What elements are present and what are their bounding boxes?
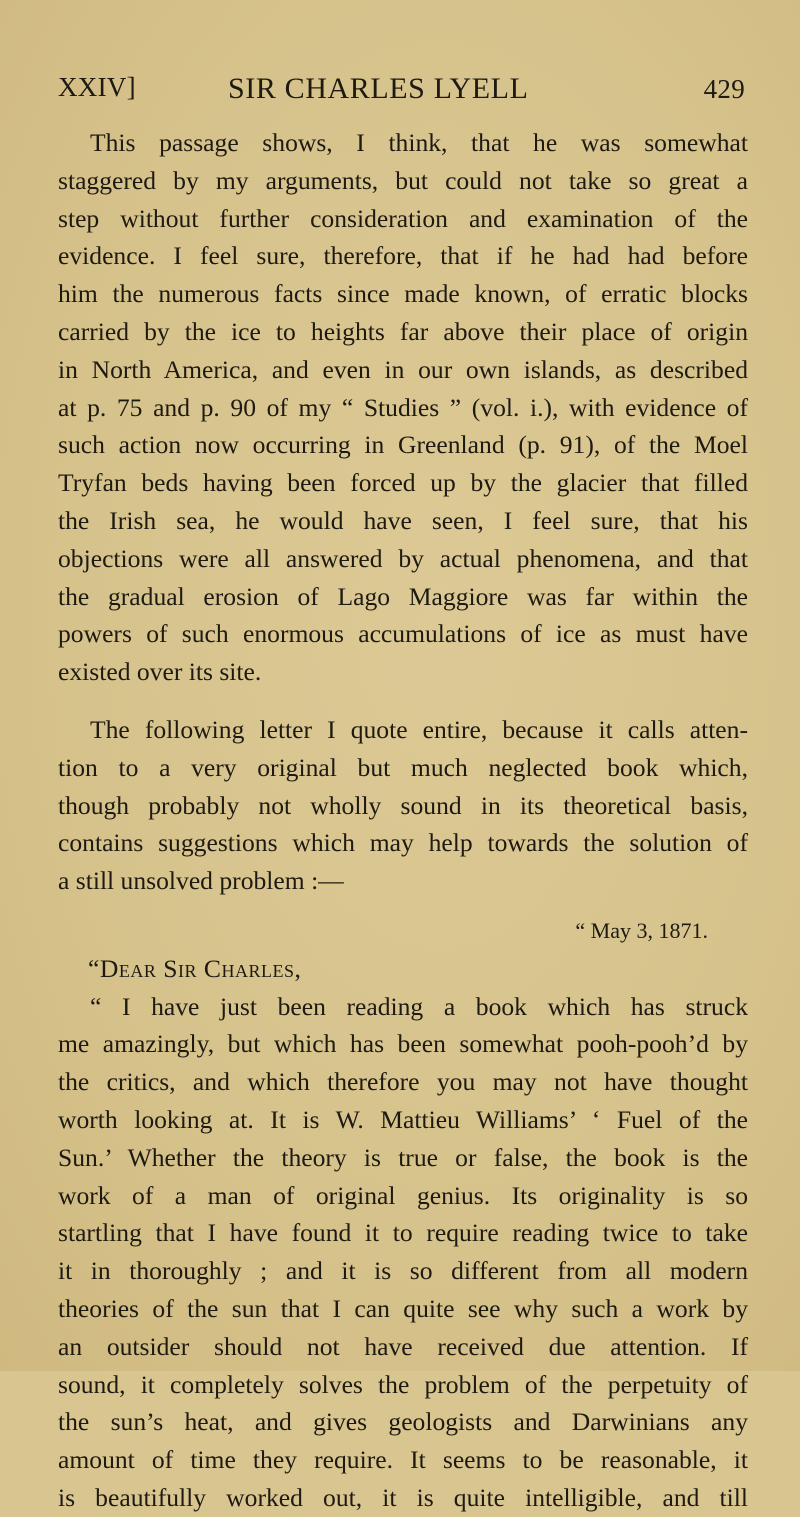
text-line: him the numerous facts since made known, of erratic blocks <box>58 279 748 309</box>
text-line: carried by the ice to heights far above their place of origin <box>58 316 748 346</box>
text-line: a still unsolved problem :— <box>58 866 344 896</box>
text-line: work of a man of original genius. Its originality is so <box>58 1180 748 1210</box>
running-title: SIR CHARLES LYELL <box>228 72 529 105</box>
paragraph-gap <box>58 900 748 912</box>
text-line: an outsider should not have received due attention. If <box>58 1331 748 1361</box>
text-line: step without further consideration and examination of the <box>58 203 748 233</box>
text-line: tion to a very original but much neglected book which, <box>58 752 748 782</box>
text-line: though probably not wholly sound in its theoretical basis, <box>58 790 748 820</box>
text-line: evidence. I feel sure, therefore, that if he had had before <box>58 241 748 271</box>
quoted-letter <box>58 912 748 1517</box>
running-header <box>58 72 745 112</box>
text-line: me amazingly, but which has been somewhat pooh-pooh’d by <box>58 1029 748 1059</box>
paragraph-2 <box>58 711 748 900</box>
text-line: objections were all answered by actual phenomena, and that <box>58 543 748 573</box>
text-line: the gradual erosion of Lago Maggiore was far within the <box>58 581 748 611</box>
text-line: amount of time they require. It seems to be reasonable, it <box>58 1445 748 1475</box>
letter-date: “ May 3, 1871. <box>575 917 708 943</box>
text-line: powers of such enormous accumulations of ice as must have <box>58 619 748 649</box>
text-line: in North America, and even in our own islands, as described <box>58 354 748 384</box>
text-line: Tryfan beds having been forced up by the glacier that filled <box>58 468 748 498</box>
body-text <box>58 124 748 1517</box>
text-line: theories of the sun that I can quite see why such a work by <box>58 1293 748 1323</box>
page-number: 429 <box>703 74 745 104</box>
text-line: the critics, and which therefore you may not have thought <box>58 1067 748 1097</box>
text-line: sound, it completely solves the problem of the perpetuity of <box>58 1369 748 1399</box>
text-line: it in thoroughly ; and it is so different from all modern <box>58 1256 748 1286</box>
chapter-number: XXIV] <box>58 72 136 102</box>
text-line: staggered by my arguments, but could not take so great a <box>58 165 748 195</box>
letter-salutation: “Dear Sir Charles, <box>88 953 302 983</box>
text-line: existed over its site. <box>58 657 262 687</box>
text-line: contains suggestions which may help towards the solution of <box>58 828 748 858</box>
text-line: the sun’s heat, and gives geologists and Darwinians any <box>58 1407 748 1437</box>
text-line: “ I have just been reading a book which has struck <box>90 991 748 1021</box>
text-line: at p. 75 and p. 90 of my “ Studies ” (vol. i.), with evidence of <box>58 392 748 422</box>
text-line: Sun.’ Whether the theory is true or false, the book is the <box>58 1142 748 1172</box>
paragraph-1 <box>58 124 748 691</box>
text-line: worth looking at. It is W. Mattieu Williams’ ‘ Fuel of the <box>58 1104 748 1134</box>
text-line: startling that I have found it to require reading twice to take <box>58 1218 748 1248</box>
text-line: the Irish sea, he would have seen, I feel sure, that his <box>58 505 748 535</box>
text-line: The following letter I quote entire, because it calls atten- <box>90 714 748 744</box>
text-line: is beautifully worked out, it is quite intelligible, and till <box>58 1482 748 1512</box>
paragraph-gap <box>58 691 748 711</box>
text-line: This passage shows, I think, that he was somewhat <box>90 128 748 157</box>
text-line: such action now occurring in Greenland (p. 91), of the Moel <box>58 430 748 460</box>
